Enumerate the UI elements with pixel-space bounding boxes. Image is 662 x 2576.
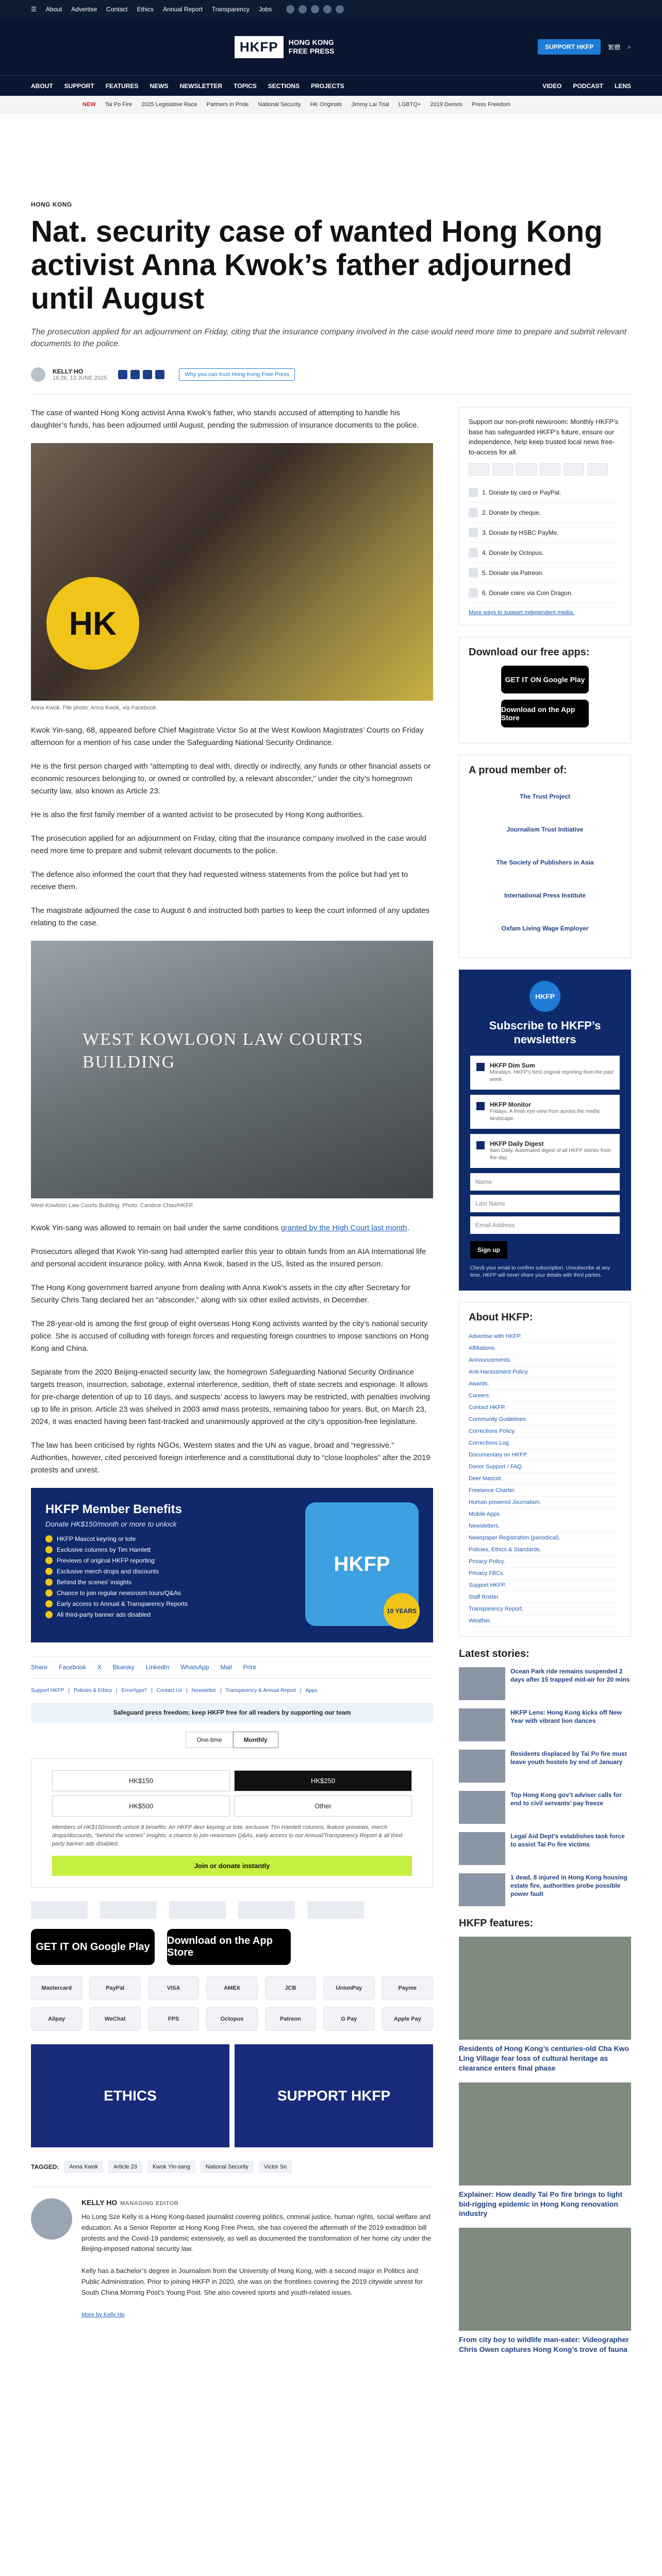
frequency-toggle <box>31 1732 433 1748</box>
threads-icon[interactable] <box>336 5 344 13</box>
donate-option[interactable]: 3. Donate by HSBC PayMe. <box>469 523 621 543</box>
trending-link[interactable]: Partners in Pride <box>206 101 249 108</box>
option-text <box>490 1062 614 1083</box>
youtube-icon[interactable] <box>323 5 332 13</box>
donate-option[interactable]: 5. Donate via Patreon. <box>469 563 621 583</box>
nav-news[interactable]: NEWS <box>150 82 169 90</box>
about-link[interactable]: Newsletters. <box>469 1520 621 1532</box>
feature-story[interactable] <box>459 2228 631 2354</box>
author-bio: Kelly has a bachelor’s degree in Journalism from the University of Hong Kong, with a second major in Politics and Public Administration. Prior to joining HKFP in 2020, she was on the frontlines covering the 2019 citywide unrest for South China Morning Post’s Young Post. She also covered sports and youth-related issues. <box>81 2267 423 2296</box>
tag[interactable]: Article 23 <box>108 2161 142 2173</box>
logo-mark: HKFP <box>235 36 284 58</box>
about-link[interactable]: Freelance Charter. <box>469 1485 621 1497</box>
nav-sections[interactable]: SECTIONS <box>268 82 300 90</box>
support-banner[interactable]: SUPPORT HKFP <box>235 2044 433 2147</box>
about-link[interactable]: Affiliations. <box>469 1343 621 1354</box>
sopa-logo[interactable]: The Society of Publishers in Asia <box>496 859 594 867</box>
trending-bar <box>0 96 662 113</box>
sign-up-button[interactable]: Sign up <box>470 1241 507 1259</box>
social-icons <box>286 5 344 13</box>
topbar-link[interactable]: Ethics <box>137 6 154 13</box>
utility-bar <box>0 0 662 19</box>
whatsapp-share-icon[interactable] <box>143 370 152 379</box>
about-link[interactable]: Documentary on HKFP. <box>469 1449 621 1461</box>
donate-option[interactable]: 2. Donate by cheque. <box>469 503 621 523</box>
visa-icon <box>492 463 513 476</box>
newsletter-option[interactable] <box>470 1095 620 1129</box>
features-title: HKFP features: <box>459 1918 534 1929</box>
topbar-link[interactable]: About <box>45 6 62 13</box>
promo-title: HKFP Member Benefits <box>45 1502 182 1517</box>
tag[interactable]: Victor So <box>259 2161 292 2173</box>
author-bio: Ho Long Sze Kelly is a Hong Kong-based journalist covering politics, criminal justice, human rights, social welfare and education. As a Senior Reporter at Hong Kong Free Press, she has covered the aftermath of the 2019 extradition bill protests and the Covid-19 pandemic extensively, as well as documented the transformation of her home city under the Beijing-imposed national security law. <box>81 2213 432 2253</box>
jti-logo[interactable] <box>100 1901 157 1919</box>
payme-icon[interactable]: Payme <box>382 1976 433 2000</box>
checkbox[interactable] <box>476 1063 485 1071</box>
nav-topics[interactable]: TOPICS <box>234 82 257 90</box>
trending-link[interactable]: Press Freedom <box>471 101 510 108</box>
donate-option[interactable]: 1. Donate by card or PayPal. <box>469 483 621 503</box>
ad-slot <box>31 134 631 201</box>
paragraph: He is also the first family member of a wanted activist to be prosecuted by Hong Kong authorities. <box>31 810 365 820</box>
paragraph: The case of wanted Hong Kong activist Anna Kwok’s father, who stands accused of attempting to handle his daughter’s funds, has been adjourned until August, pending the submission of insurance documents to the police. <box>31 409 419 430</box>
benefit-item: Previews of original HKFP reporting <box>45 1557 293 1564</box>
author-info <box>81 2198 433 2318</box>
paragraph: Separate from the 2020 Beijing-enacted security law, the homegrown Safeguarding National Security Ordinance targets treason, insurrection, sabotage, external interference, sedition, theft of state secrets and espionage. It allows for pre-charge detention of up to 16 days, and suspects’ access to lawyers may be restricted, with penalties involving up to life in prison. Article 23 was shelved in 2003 amid mass protests, remaining taboo for years. But, on March 23, 2024, it was enacted having been fast-tracked and unanimously approved at the city’s opposition-free legislature. <box>31 1368 431 1427</box>
app-store-button[interactable]: Download on the App Store <box>501 700 589 727</box>
fps-icon[interactable]: FPS <box>148 2007 199 2031</box>
about-link[interactable]: Human-powered Journalism. <box>469 1497 621 1509</box>
patreon-icon[interactable]: Patreon <box>265 2007 316 2031</box>
payment-icons <box>469 463 621 476</box>
ethics-banner[interactable]: ETHICS <box>31 2044 229 2147</box>
member-benefits-banner[interactable] <box>31 1488 433 1642</box>
paragraph: Prosecutors alleged that Kwok Yin-sang had attempted earlier this year to obtain funds from an AIA International life and personal accident insurance policy, with Anna Kwok, based in the US, listed as the insured person. <box>31 1247 426 1269</box>
promo-banners <box>31 2044 433 2147</box>
footer-link[interactable]: Apps <box>305 1688 318 1694</box>
tag[interactable]: Anna Kwok <box>64 2161 103 2173</box>
about-link[interactable]: Transparency Report. <box>469 1603 621 1615</box>
donate-options <box>469 483 621 603</box>
article-image <box>31 941 433 1198</box>
about-link[interactable]: Careers. <box>469 1390 621 1402</box>
google-play-button[interactable]: GET IT ON Google Play <box>31 1929 155 1965</box>
tag[interactable]: National Security <box>201 2161 254 2173</box>
paypal-icon[interactable]: PayPal <box>89 1976 140 2000</box>
nav-features[interactable]: FEATURES <box>105 82 139 90</box>
topbar-link[interactable]: Annual Report <box>163 6 203 13</box>
search-icon[interactable]: ⌕ <box>627 43 631 50</box>
page-bottom-spacer <box>31 2364 631 2384</box>
feature-title[interactable]: From city boy to wildlife man-eater: Videographer Chris Owen captures Hong Kong’s trove of fauna <box>459 2335 629 2354</box>
latest-story[interactable] <box>459 1667 631 1700</box>
topbar-link[interactable]: Contact <box>106 6 128 13</box>
about-link[interactable]: Policies, Ethics & Standards. <box>469 1544 621 1556</box>
amount-options <box>52 1770 412 1817</box>
newsletter-option[interactable] <box>470 1056 620 1090</box>
feature-title[interactable]: Residents of Hong Kong’s centuries-old Cha Kwo Ling Village fear loss of cultural heritage as clearance enters final phase <box>459 2044 630 2072</box>
paragraph: The 28-year-old is among the first group of eight overseas Hong Kong activists wanted by the city’s national security police. She is accused of colluding with foreign forces and requesting foreign countries to impose sanctions on Hong Kong and China. <box>31 1319 429 1353</box>
donate-option[interactable]: 6. Donate coins via Coin Dragon. <box>469 583 621 603</box>
header-right <box>538 39 631 55</box>
nav-newsletter[interactable]: NEWSLETTER <box>179 82 223 90</box>
image-caption: West Kowloon Law Courts Building. Photo: Candice Chau/HKFP. <box>31 1202 194 1209</box>
trending-link[interactable]: LGBTQ+ <box>398 101 421 108</box>
share-mail[interactable]: Mail <box>220 1664 232 1671</box>
option-desc: Fridays. A fresh eye-view from across the media landscape. <box>490 1109 600 1122</box>
deer-mascot-image: HKFP <box>305 1502 419 1626</box>
nav-right <box>542 82 631 90</box>
newsletter-note: Check your email to confirm subscription. Unsubscribe at any time. HKFP will never share your details with third parties. <box>470 1265 610 1279</box>
living-wage-logo[interactable] <box>307 1901 364 1919</box>
latest-story[interactable] <box>459 1832 631 1865</box>
inline-link[interactable]: granted by the High Court last month <box>280 1224 407 1233</box>
byline <box>31 361 631 395</box>
jcb-icon <box>540 463 560 476</box>
email-share-icon[interactable] <box>155 370 164 379</box>
paragraph-text: Kwok Yin-sang was allowed to remain on bail under the same conditions <box>31 1224 281 1233</box>
story-thumbnail[interactable] <box>459 1791 505 1824</box>
nav-projects[interactable]: PROJECTS <box>310 82 344 90</box>
main-nav <box>0 75 662 96</box>
benefit-item: Early access to Annual & Transparency Reports <box>45 1600 293 1607</box>
newsletter-signup <box>459 970 631 1291</box>
unionpay-icon <box>587 463 608 476</box>
memberships-card <box>459 755 631 958</box>
benefit-list <box>45 1535 293 1618</box>
share-linkedin[interactable]: LinkedIn <box>145 1664 170 1671</box>
feature-image[interactable] <box>459 2082 631 2185</box>
sidebar <box>459 407 631 2364</box>
about-link[interactable]: Corrections Policy. <box>469 1426 621 1437</box>
story-title[interactable]: Top Hong Kong gov’t adviser calls for end to civil servants’ pay freeze <box>510 1791 622 1807</box>
menu-icon[interactable]: ☰ <box>31 6 37 13</box>
building-sign: WEST KOWLOON LAW COURTS BUILDING <box>82 1030 364 1072</box>
logo-line1: HONG KONG <box>288 38 334 47</box>
alipay-icon[interactable]: Alipay <box>31 2007 82 2031</box>
amex-icon[interactable]: AMEX <box>206 1976 257 2000</box>
image-caption: Anna Kwok. File photo: Anna Kwok, via Facebook. <box>31 705 158 711</box>
about-link[interactable]: Staff Roster. <box>469 1591 621 1603</box>
share-whatsapp[interactable]: WhatsApp <box>180 1664 209 1671</box>
share-bluesky[interactable]: Bluesky <box>112 1664 135 1671</box>
unionpay-icon[interactable]: UnionPay <box>323 1976 374 2000</box>
benefit-item: Behind the scenes’ insights <box>45 1579 293 1586</box>
footer-link[interactable]: Error/typo? <box>121 1688 147 1694</box>
trending-link[interactable]: Jimmy Lai Trial <box>351 101 389 108</box>
topbar-link[interactable]: Jobs <box>258 6 272 13</box>
byline-text <box>53 368 107 381</box>
one-time-tab[interactable]: One-time <box>186 1732 233 1748</box>
promo-text <box>45 1502 293 1628</box>
article-image <box>31 443 433 701</box>
site-logo[interactable] <box>235 36 334 58</box>
facebook-icon[interactable] <box>286 5 294 13</box>
amount-option[interactable]: Other <box>234 1795 412 1817</box>
paragraph: Kwok Yin-sang was allowed to remain on bail under the same conditions granted by the High Court last month. <box>31 1224 409 1233</box>
story-thumbnail[interactable] <box>459 1667 505 1700</box>
section-label[interactable]: HONG KONG <box>31 201 72 208</box>
trending-link[interactable]: National Security <box>258 101 301 108</box>
share-label: Share <box>31 1664 48 1671</box>
paragraph: The law has been criticised by rights NGOs, Western states and the UN as vague, broad and “regressive.” Authorities, however, cited perceived foreign interference and a constitutional duty to “close loopholes” after the 2019 protests and unrest. <box>31 1441 431 1475</box>
publish-date: 16:26, 13 JUNE 2025 <box>53 375 107 382</box>
figure <box>31 443 433 711</box>
site-header <box>0 19 662 75</box>
share-facebook[interactable]: Facebook <box>59 1664 86 1671</box>
page-container <box>31 113 631 2384</box>
share-icons <box>118 370 164 379</box>
membership-logos <box>469 784 621 941</box>
about-link[interactable]: Mobile Apps. <box>469 1509 621 1520</box>
story-title[interactable]: Ocean Park ride remains suspended 2 days after 15 trapped mid-air for 20 mins <box>510 1668 630 1684</box>
footer-link[interactable]: Transparency & Annual Report <box>225 1688 296 1694</box>
feature-story[interactable] <box>459 1937 631 2073</box>
about-link[interactable]: Support HKFP. <box>469 1580 621 1591</box>
about-link[interactable]: Weather. <box>469 1615 621 1627</box>
footer-link[interactable]: Policies & Ethics <box>74 1688 112 1694</box>
page-title: Nat. security case of wanted Hong Kong activist Anna Kwok’s father adjourned until August <box>31 215 603 315</box>
applepay-icon[interactable]: Apple Pay <box>382 2007 433 2031</box>
about-link[interactable]: Anti-Harassment Policy. <box>469 1366 621 1378</box>
trending-link[interactable]: 2019 Demos <box>430 101 462 108</box>
trust-project-logo[interactable] <box>31 1901 88 1919</box>
latest-story[interactable] <box>459 1873 631 1906</box>
about-link[interactable]: Community Guidelines. <box>469 1414 621 1426</box>
features-list <box>459 1937 631 2354</box>
trust-logos <box>31 1901 433 1919</box>
app-store-buttons <box>31 1929 433 1965</box>
app-store-button[interactable]: Download on the App Store <box>167 1929 291 1965</box>
latest-stories <box>459 1648 631 1906</box>
about-link[interactable]: Deer Mascot. <box>469 1473 621 1485</box>
amount-option[interactable]: HK$500 <box>52 1795 230 1817</box>
feature-image[interactable] <box>459 1937 631 2040</box>
figure <box>31 941 433 1209</box>
jti-logo[interactable]: Journalism Trust Initiative <box>506 826 584 834</box>
donate-form <box>31 1758 433 1888</box>
ipi-logo[interactable]: International Press Institute <box>504 892 586 900</box>
language-switch[interactable]: 繁體 <box>608 43 621 51</box>
about-link[interactable]: Corrections Log. <box>469 1437 621 1449</box>
latest-story[interactable] <box>459 1750 631 1783</box>
x-icon[interactable] <box>299 5 307 13</box>
story-thumbnail[interactable] <box>459 1873 505 1906</box>
newsletter-title: Subscribe to HKFP’s newsletters <box>489 1019 601 1046</box>
about-link[interactable]: Privacy FBCs. <box>469 1568 621 1580</box>
nav-podcast[interactable]: PODCAST <box>573 82 603 90</box>
wechat-icon[interactable]: WeChat <box>89 2007 140 2031</box>
paragraph: The Hong Kong government barred anyone from dealing with Anna Kwok’s assets in the city after Secretary for Security Chris Tang declared her an “absconder,” along with six other exiled activists, in December. <box>31 1283 410 1305</box>
benefit-item: All third-party banner ads disabled <box>45 1611 293 1618</box>
promo-subtitle: Donate HK$150/month or more to unlock <box>45 1520 177 1529</box>
feature-image[interactable] <box>459 2228 631 2331</box>
trending-link[interactable]: 2025 Legislative Race <box>141 101 197 108</box>
paragraph: The magistrate adjourned the case to August 6 and instructed both parties to keep the court informed of any updates relating to the case. <box>31 906 429 928</box>
latest-story[interactable] <box>459 1708 631 1741</box>
option-title: HKFP Dim Sum <box>490 1062 535 1070</box>
latest-list <box>459 1667 631 1906</box>
about-link[interactable]: Awards. <box>469 1378 621 1390</box>
x-share-icon[interactable] <box>130 370 140 379</box>
checkbox[interactable] <box>476 1102 485 1110</box>
payment-methods <box>31 1976 433 2031</box>
feature-title[interactable]: Explainer: How deadly Tai Po fire brings to light bid-rigging epidemic in Hong Kong renovation industry <box>459 2190 623 2218</box>
amount-option[interactable]: HK$150 <box>52 1770 230 1791</box>
last-name-field[interactable]: Last Name <box>470 1195 620 1212</box>
newsletter-option[interactable] <box>470 1134 620 1168</box>
footer-link[interactable]: Newsletter <box>191 1688 217 1694</box>
trending-link[interactable]: HK Originals <box>310 101 342 108</box>
tag-list <box>31 2161 433 2173</box>
story-thumbnail[interactable] <box>459 1708 505 1741</box>
mastercard-icon[interactable]: Mastercard <box>31 1976 82 2000</box>
facebook-share-icon[interactable] <box>118 370 127 379</box>
nav-items <box>31 82 344 90</box>
nav-support[interactable]: SUPPORT <box>64 82 94 90</box>
benefit-item: Chance to join regular newsroom tours/Q&As <box>45 1589 293 1597</box>
about-card <box>459 1302 631 1637</box>
option-text <box>490 1101 614 1123</box>
option-title: HKFP Daily Digest <box>490 1140 544 1148</box>
latest-story[interactable] <box>459 1791 631 1824</box>
author-name <box>81 2198 433 2207</box>
monthly-tab[interactable]: Monthly <box>233 1732 278 1748</box>
visa-icon[interactable]: VISA <box>148 1976 199 2000</box>
trending-link[interactable]: Tai Po Fire <box>105 101 133 108</box>
latest-title: Latest stories: <box>459 1648 529 1660</box>
content-layout <box>31 407 631 2364</box>
author-name-text[interactable]: KELLY HO <box>81 2198 118 2207</box>
footer-link[interactable]: Contact Us <box>156 1688 183 1694</box>
benefit-item: HKFP Mascot keyring or tote <box>45 1535 293 1543</box>
paragraph: He is the first person charged with “attempting to deal with, directly or indirectly, any funds or other financial assets or economic resources belonging to, or owned or controlled by, a relevant absconder,” under the city’s homegrown security law, also known as Article 23. <box>31 762 431 796</box>
email-field[interactable]: Email Address <box>470 1216 620 1234</box>
image-logo-mark: HK <box>46 577 139 670</box>
story-title[interactable]: HKFP Lens: Hong Kong kicks off New Year with vibrant lion dances <box>510 1709 622 1725</box>
donate-option[interactable]: 4. Donate by Octopus. <box>469 543 621 563</box>
article-dek: The prosecution applied for an adjournment on Friday, citing that the insurance company involved in the case would need more time to prepare and submit relevant documents to the police. <box>31 327 627 349</box>
tags-label: TAGGED: <box>31 2163 59 2171</box>
option-text <box>490 1140 614 1162</box>
story-thumbnail[interactable] <box>459 1832 505 1865</box>
story-title[interactable]: 1 dead, 8 injured in Hong Kong housing estate fire, authorities probe possible power fault <box>510 1874 627 1898</box>
about-links <box>469 1331 621 1627</box>
topbar-link[interactable]: Transparency <box>211 6 250 13</box>
author-avatar[interactable] <box>31 367 45 382</box>
about-title: About HKFP: <box>469 1312 533 1324</box>
option-desc: 9am Daily. Automated digest of all HKFP stories from the day. <box>490 1148 611 1161</box>
apps-card <box>459 637 631 743</box>
story-thumbnail[interactable] <box>459 1750 505 1783</box>
about-link[interactable]: Donor Support / FAQ. <box>469 1461 621 1473</box>
about-link[interactable]: Advertise with HKFP. <box>469 1331 621 1343</box>
logo-line2: FREE PRESS <box>288 47 335 55</box>
paragraph: The defence also informed the court that they had requested witness statements from the police but had yet to receive them. <box>31 870 408 892</box>
paragraph: Kwok Yin-sang, 68, appeared before Chief Magistrate Victor So at the West Kowloon Magistrates’ Courts on Friday afternoon for a mention of his case under the Safeguarding National Security Ordinance. <box>31 726 424 748</box>
paragraph: The prosecution applied for an adjournment on Friday, citing that the insurance company involved in the case would need more time to prepare and submit relevant documents to the police. <box>31 834 426 856</box>
share-bar <box>31 1656 433 1679</box>
octopus-icon[interactable]: Octopus <box>206 2007 257 2031</box>
apps-title: Download our free apps: <box>469 647 590 658</box>
gpay-icon[interactable]: G Pay <box>323 2007 374 2031</box>
story-title[interactable]: Legal Aid Dept’s establishes task force to assist Tai Po fire victims <box>510 1833 625 1849</box>
hkfp-features <box>459 1918 631 2354</box>
topbar-link[interactable]: Advertise <box>71 6 97 13</box>
ipi-logo[interactable] <box>238 1901 295 1919</box>
nav-about[interactable]: ABOUT <box>31 82 53 90</box>
safeguard-banner[interactable]: Safeguard press freedom; keep HKFP free for all readers by supporting our team <box>31 1703 433 1722</box>
author-box <box>31 2187 433 2318</box>
amex-icon <box>516 463 537 476</box>
proud-title: A proud member of: <box>469 765 567 776</box>
donate-note: Members of HK$150/month unlock 8 benefits: An HKFP deer keyring or tote, exclusive Tim Hamlett columns, feature previews, merch drops/discounts, “behind the scenes” insights, a chance to join newsroom Q&As, early access to our Annual/Transparency Report & all third-party banner ads disabled. <box>52 1824 404 1848</box>
about-link[interactable]: Newspaper Registration (periodical). <box>469 1532 621 1544</box>
amount-option-selected[interactable]: HK$250 <box>234 1770 412 1791</box>
article-body <box>31 407 433 2364</box>
nav-lens[interactable]: LENS <box>614 82 631 90</box>
new-badge: NEW <box>82 101 96 108</box>
logo-text <box>289 38 335 56</box>
author-name[interactable]: KELLY HO <box>53 368 84 376</box>
why-trust-link[interactable]: Why you can trust Hong Kong Free Press <box>179 368 295 381</box>
hkfp-logo: HKFP <box>529 981 560 1012</box>
support-text: Support our non-profit newsroom: Monthly HKFP’s base has safeguarded HKFP’s future, ensure our independence, help keep trusted local news free-to-access for all. <box>469 418 619 456</box>
nav-video[interactable]: VIDEO <box>542 82 562 90</box>
mastercard-icon <box>469 463 489 476</box>
benefit-item: Exclusive columns by Tim Hamlett <box>45 1546 293 1553</box>
footer-link[interactable]: Support HKFP <box>31 1688 64 1694</box>
more-ways-link[interactable]: More ways to support independent media. <box>469 609 574 616</box>
share-print[interactable]: Print <box>243 1664 256 1671</box>
option-desc: Mondays. HKFP’s best original reporting from the past week. <box>490 1070 614 1083</box>
anniversary-seal: 10 YEARS <box>384 1593 420 1629</box>
donate-button[interactable]: Join or donate instantly <box>52 1856 412 1876</box>
story-title[interactable]: Residents displaced by Tai Po fire must leave youth hostels by end of January <box>510 1750 627 1766</box>
jcb-icon[interactable]: JCB <box>265 1976 316 2000</box>
about-link[interactable]: Announcements. <box>469 1354 621 1366</box>
first-name-field[interactable]: Name <box>470 1173 620 1191</box>
option-title: HKFP Monitor <box>490 1101 531 1109</box>
living-wage-logo[interactable]: Oxfam Living Wage Employer <box>501 925 589 933</box>
feature-story[interactable] <box>459 2082 631 2219</box>
tag[interactable]: Kwok Yin-sang <box>147 2161 195 2173</box>
sopa-logo[interactable] <box>169 1901 226 1919</box>
support-card <box>459 407 631 625</box>
google-play-button[interactable]: GET IT ON Google Play <box>501 666 589 693</box>
author-photo[interactable] <box>31 2198 72 2240</box>
trust-project-logo[interactable]: The Trust Project <box>519 793 571 801</box>
paypal-icon <box>564 463 584 476</box>
more-by-author-link[interactable]: More by Kelly Ho <box>81 2311 125 2318</box>
author-role: MANAGING EDITOR <box>120 2200 179 2207</box>
benefit-item: Exclusive merch drops and discounts <box>45 1568 293 1575</box>
support-hkfp-button[interactable]: SUPPORT HKFP <box>538 39 601 55</box>
about-link[interactable]: Contact HKFP. <box>469 1402 621 1414</box>
checkbox[interactable] <box>476 1141 485 1149</box>
about-link[interactable]: Privacy Policy. <box>469 1556 621 1568</box>
article-footer-links: Support HKFP | Policies & Ethics | Error/typo? | Contact Us | Newsletter | Transparency & Annual Report | Apps <box>31 1688 318 1694</box>
instagram-icon[interactable] <box>311 5 319 13</box>
share-x[interactable]: X <box>97 1664 102 1671</box>
